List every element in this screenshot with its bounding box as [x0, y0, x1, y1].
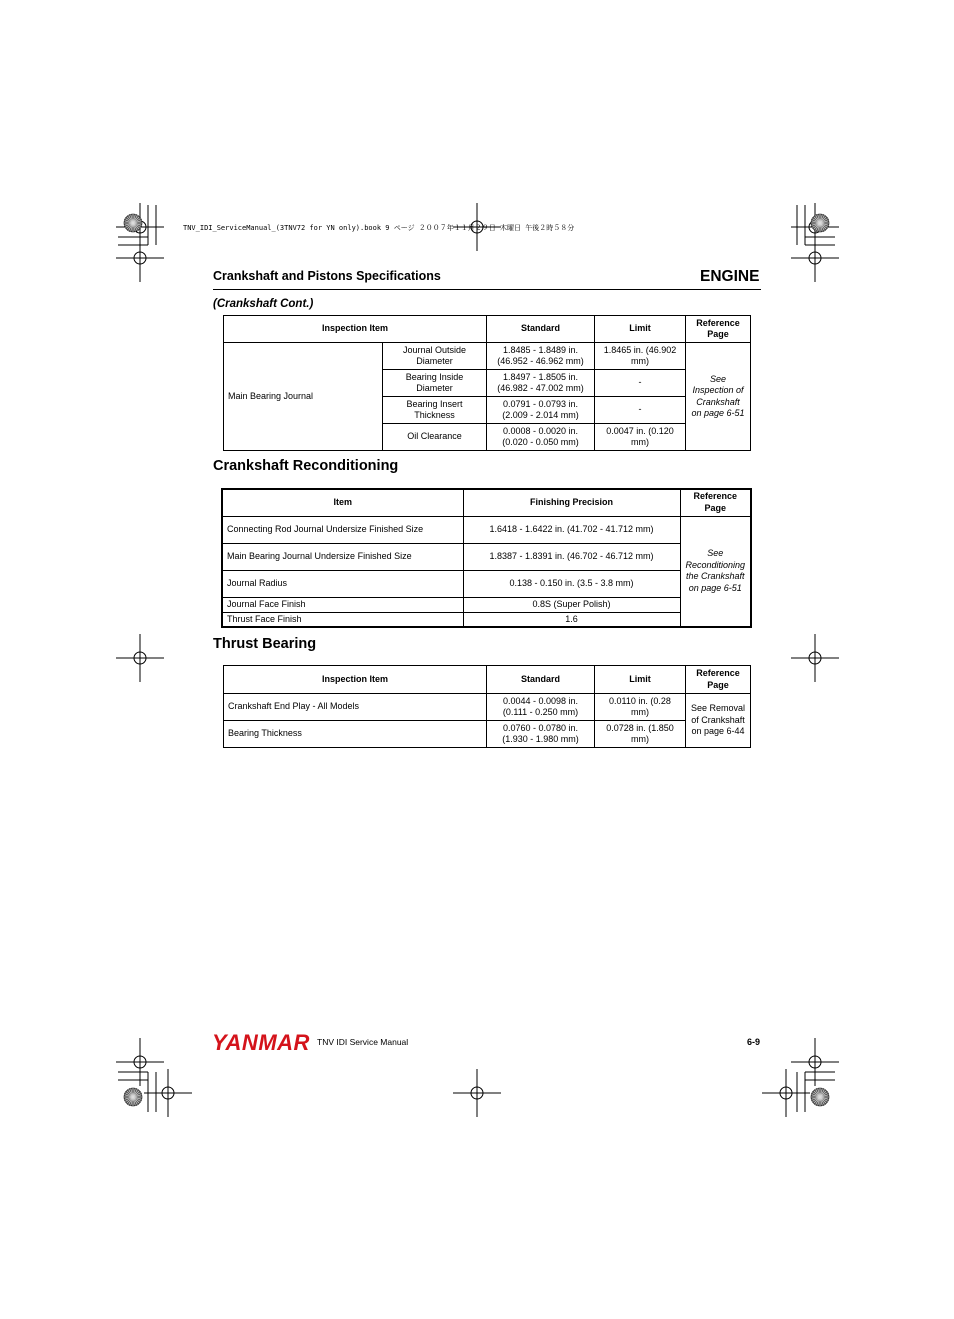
row-limit: 0.0110 in. (0.28 mm) — [595, 694, 686, 721]
col-item: Item — [222, 489, 463, 516]
section-title: Crankshaft and Pistons Specifications — [213, 269, 441, 283]
row-limit: - — [595, 397, 686, 424]
col-reference-page: Reference Page — [680, 489, 751, 516]
row-limit: 1.8465 in. (46.902 mm) — [595, 343, 686, 370]
row-item: Main Bearing Journal Undersize Finished Size — [222, 543, 463, 570]
row-standard: 0.0791 - 0.0793 in. (2.009 - 2.014 mm) — [487, 397, 595, 424]
col-limit: Limit — [595, 666, 686, 694]
table-row — [222, 516, 751, 543]
crosshair-icon — [791, 1038, 839, 1086]
table-row — [222, 597, 751, 612]
row-item: Thrust Face Finish — [222, 612, 463, 627]
table-row — [224, 721, 751, 748]
print-info-line: TNV_IDI_ServiceManual_(3TNV72 for YN only).book 9 ページ ２００７年１１月２９日 木曜日 午後２時５８分 — [183, 224, 575, 232]
crankshaft-cont-heading: (Crankshaft Cont.) — [213, 298, 314, 310]
row-precision: 0.138 - 0.150 in. (3.5 - 3.8 mm) — [463, 570, 680, 597]
row-item: Oil Clearance — [383, 424, 487, 451]
reference-cell: See Reconditioning the Crankshaft on page 6-51 — [680, 516, 751, 627]
thrust-bearing-table — [223, 665, 751, 748]
thrust-bearing-heading: Thrust Bearing — [213, 636, 317, 652]
row-item: Bearing Thickness — [224, 721, 487, 748]
row-item: Journal Face Finish — [222, 597, 463, 612]
row-limit: - — [595, 370, 686, 397]
row-precision: 1.6418 - 1.6422 in. (41.702 - 41.712 mm) — [463, 516, 680, 543]
crosshair-icon — [144, 1069, 192, 1117]
table-row — [224, 343, 751, 370]
group-label: Main Bearing Journal — [224, 343, 383, 451]
manual-title: TNV IDI Service Manual — [317, 1037, 409, 1047]
reference-cell: See Inspection of Crankshaft on page 6-51 — [686, 343, 751, 451]
reference-cell: See Removal of Crankshaft on page 6-44 — [686, 694, 751, 748]
table-header-row — [224, 316, 751, 343]
header-rule — [213, 289, 761, 290]
table-header-row — [224, 666, 751, 694]
brand-logo: YANMAR — [212, 1030, 310, 1055]
crosshair-icon — [453, 1069, 501, 1117]
registration-rosette-icon — [124, 214, 142, 232]
reconditioning-heading: Crankshaft Reconditioning — [213, 458, 399, 474]
crosshair-icon — [116, 1038, 164, 1086]
row-item: Journal Outside Diameter — [383, 343, 487, 370]
registration-rosette-icon — [124, 1088, 142, 1106]
table-row — [224, 694, 751, 721]
crosshair-icon — [116, 234, 164, 282]
row-standard: 0.0760 - 0.0780 in. (1.930 - 1.980 mm) — [487, 721, 595, 748]
col-reference-page: Reference Page — [686, 666, 751, 694]
row-precision: 1.6 — [463, 612, 680, 627]
row-item: Connecting Rod Journal Undersize Finished Size — [222, 516, 463, 543]
col-finishing-precision: Finishing Precision — [463, 489, 680, 516]
crosshair-icon — [791, 634, 839, 682]
table-header-row — [222, 489, 751, 516]
col-limit: Limit — [595, 316, 686, 343]
col-standard: Standard — [487, 666, 595, 694]
crosshair-icon — [791, 234, 839, 282]
col-reference-page: Reference Page — [686, 316, 751, 343]
page-number: 6-9 — [746, 1037, 760, 1047]
row-standard: 1.8485 - 1.8489 in. (46.952 - 46.962 mm) — [487, 343, 595, 370]
row-standard: 0.0044 - 0.0098 in. (0.111 - 0.250 mm) — [487, 694, 595, 721]
table-row — [222, 612, 751, 627]
row-precision: 1.8387 - 1.8391 in. (46.702 - 46.712 mm) — [463, 543, 680, 570]
row-standard: 1.8497 - 1.8505 in. (46.982 - 47.002 mm) — [487, 370, 595, 397]
registration-rosette-icon — [811, 1088, 829, 1106]
registration-rosette-icon — [811, 214, 829, 232]
row-item: Crankshaft End Play - All Models — [224, 694, 487, 721]
crankshaft-cont-table — [223, 315, 751, 451]
col-inspection-item: Inspection Item — [224, 316, 487, 343]
crosshair-icon — [116, 634, 164, 682]
col-standard: Standard — [487, 316, 595, 343]
chapter-title: ENGINE — [700, 268, 760, 285]
reconditioning-table — [221, 488, 752, 628]
table-row — [222, 570, 751, 597]
row-precision: 0.8S (Super Polish) — [463, 597, 680, 612]
row-limit: 0.0047 in. (0.120 mm) — [595, 424, 686, 451]
row-standard: 0.0008 - 0.0020 in. (0.020 - 0.050 mm) — [487, 424, 595, 451]
table-row — [222, 543, 751, 570]
row-item: Bearing Insert Thickness — [383, 397, 487, 424]
row-item: Bearing Inside Diameter — [383, 370, 487, 397]
crosshair-icon — [762, 1069, 810, 1117]
col-inspection-item: Inspection Item — [224, 666, 487, 694]
row-item: Journal Radius — [222, 570, 463, 597]
row-limit: 0.0728 in. (1.850 mm) — [595, 721, 686, 748]
